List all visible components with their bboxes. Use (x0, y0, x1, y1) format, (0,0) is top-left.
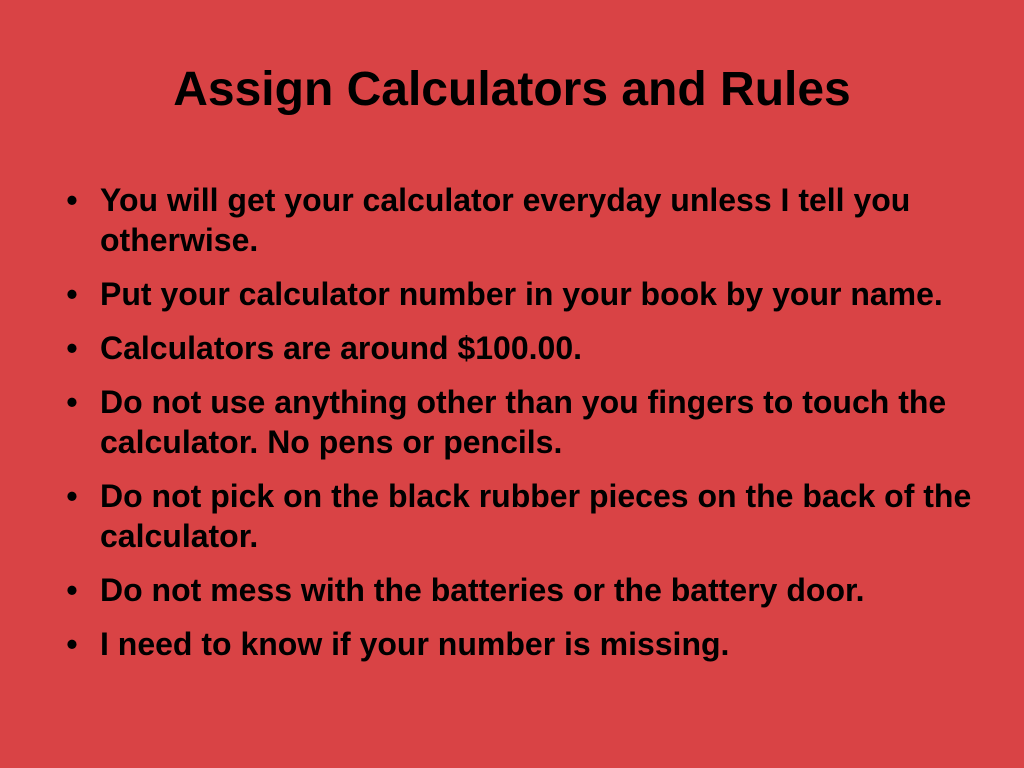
list-item (62, 382, 972, 462)
bullet-icon: • (66, 182, 78, 218)
list-item (62, 570, 972, 610)
bullet-icon: • (66, 384, 78, 420)
bullet-text: Do not use anything other than you fingers to touch the calculator. No pens or pencils. (100, 384, 947, 460)
list-item (62, 624, 972, 664)
bullet-text: Do not pick on the black rubber pieces on the back of the calculator. (100, 478, 972, 554)
list-item (62, 328, 972, 368)
bullet-icon: • (66, 276, 78, 312)
bullet-text: Put your calculator number in your book by your name. (100, 276, 943, 312)
bullet-list (62, 180, 972, 678)
bullet-text: I need to know if your number is missing. (100, 626, 730, 662)
bullet-text: Calculators are around $100.00. (100, 330, 582, 366)
bullet-icon: • (66, 626, 78, 662)
bullet-icon: • (66, 330, 78, 366)
list-item (62, 274, 972, 314)
slide-title: Assign Calculators and Rules (173, 63, 851, 116)
bullet-text: Do not mess with the batteries or the battery door. (100, 572, 865, 608)
bullet-text: You will get your calculator everyday unless I tell you otherwise. (100, 182, 911, 258)
list-item (62, 476, 972, 556)
list-item (62, 180, 972, 260)
bullet-icon: • (66, 478, 78, 514)
bullet-icon: • (66, 572, 78, 608)
